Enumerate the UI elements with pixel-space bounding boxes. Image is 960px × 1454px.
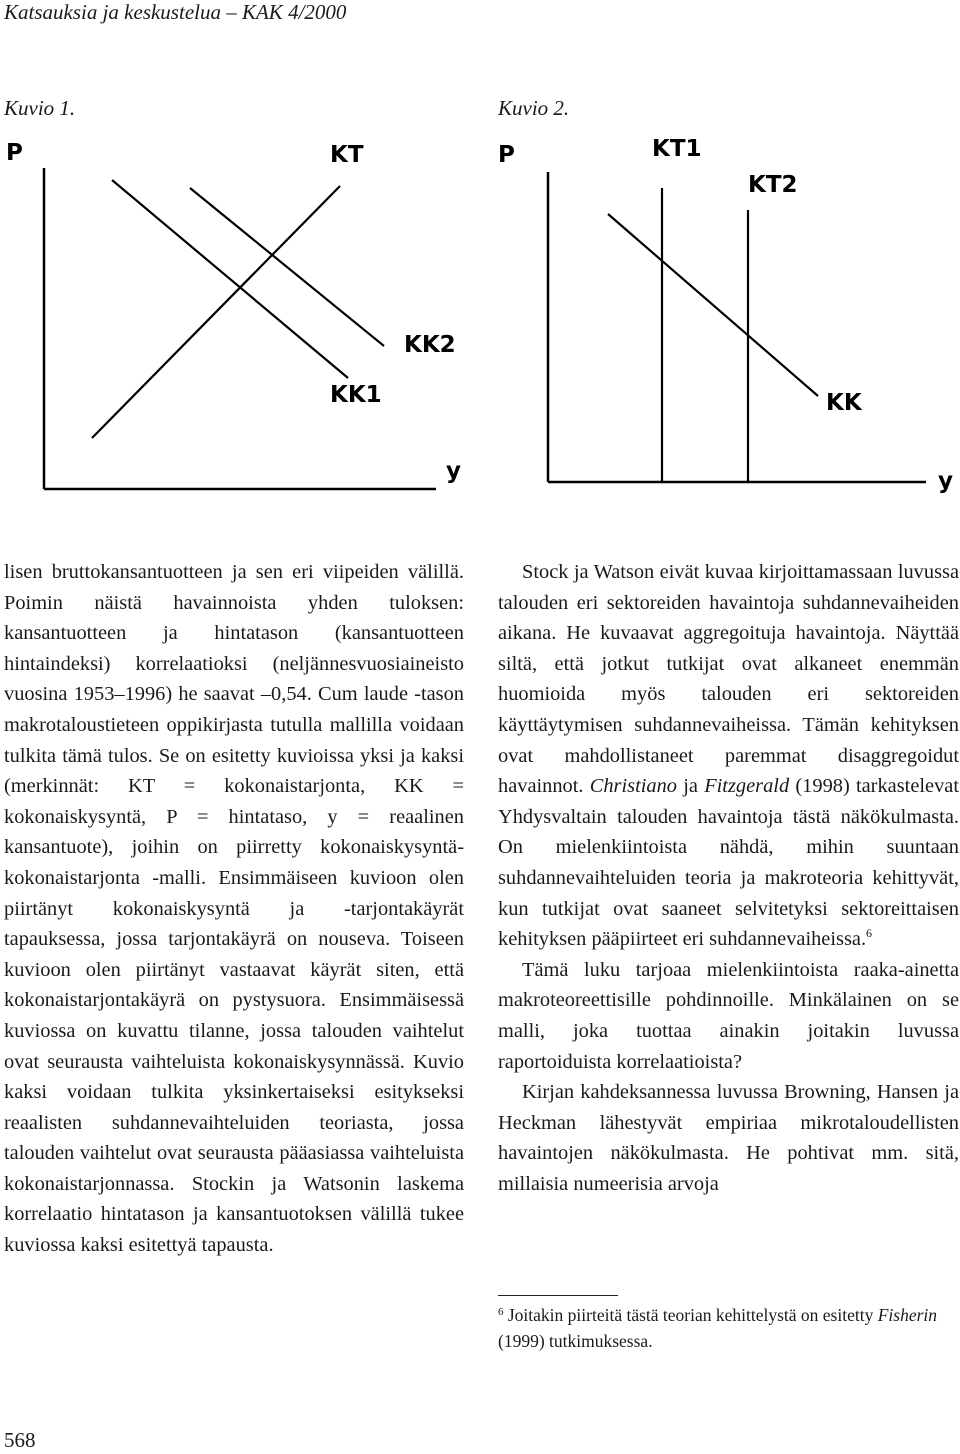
figure-1-p-label: P: [6, 140, 23, 166]
figure-2-p-label: P: [498, 142, 515, 168]
page-number: 568: [4, 1428, 36, 1452]
right-paragraph-2: Tämä luku tarjoaa mielenkiintoista raaka-ainetta makroteoreettisille pohdinnoille. Minkälainen on se malli, joka tuottaa ainakin joitakin luvussa raportoiduista korrelaatioista?: [498, 958, 959, 1073]
figure-1-kt-curve: [92, 186, 340, 438]
right-paragraph-1-rest: (1998) tarkastelevat Yhdysvaltain talouden havaintoja tästä näkökulmasta. On mielenkiintoista nähdä, mihin suuntaan suhdannevaihteluiden teoria ja makroteoria kehittyvät, kun tutkijat ovat saaneet selvitetyksi sektoreittaisen kehityksen pääpiirteet eri suhdannevaiheissa.: [498, 775, 960, 951]
figure-1-kk1-label: KK1: [330, 382, 382, 408]
figure-2-y-label: y: [938, 468, 953, 494]
right-paragraph-1-text: Stock ja Watson eivät kuvaa kirjoittamassaan luvussa talouden eri sektoreiden havaintoja suhdannevaiheiden aikana. He kuvaavat aggregoituja havaintoja. Näyttää siltä, että jotkut tutkijat ovat alkaneet enemmän huomioida myös talouden eri sektoreiden käyttäytymisen suhdannevaiheissa. Tämän kehityksen ovat mahdollistaneet paremmat disaggregoidut havainnot.: [498, 561, 959, 798]
right-paragraph-1: [498, 557, 959, 955]
figure-2-kk-curve: [608, 214, 818, 396]
footnote-6: [498, 1302, 959, 1354]
figure-1-kk2-label: KK2: [404, 332, 456, 358]
figure-1-kk2-curve: [190, 188, 384, 346]
footnote-number: 6: [498, 1306, 504, 1318]
right-column: [498, 557, 959, 1199]
footnote-ref-6[interactable]: 6: [866, 926, 873, 941]
figure-2-kt2-label: KT2: [748, 172, 798, 198]
author-join: ja: [683, 775, 698, 798]
footnote-author: Fisherin: [877, 1305, 938, 1325]
footnote-text-after: (1999) tutkimuksessa.: [498, 1331, 653, 1351]
left-paragraph-1: lisen bruttokansantuotteen ja sen eri viipeiden välillä. Poimin näistä havainnoista yhden tuloksen: kansantuotteen ja hintatason (kansantuotteen hintaindeksi) korrelaatioksi (neljännesvuosiaineisto vuosina 1953–1996) he saavat –0,54. Cum laude -tason makrotaloustieteen oppikirjasta tutulla mallilla voidaan tulkita tämä tulos. Se on esitetty kuvioissa yksi ja kaksi (merkinnät: KT = kokonaistarjonta, KK = kokonaiskysyntä, P = hintataso, y = reaalinen kansantuote), joihin on piirretty kokonaiskysyntä-kokonaistarjonta -malli. Ensimmäiseen kuvioon olen piirtänyt kokonaiskysyntä ja -tarjontakäyrät tapauksessa, jossa tarjontakäyrä on nouseva. Toiseen kuvioon olen piirtänyt vastaavat käyrät siten, että kokonaistarjontakäyrä on pystysuora. Ensimmäisessä kuviossa on kuvattu tilanne, jossa talouden vaihtelut ovat seurausta vaihteluista kokonaiskysynnässä. Kuvio kaksi voidaan tulkita yksinkertaiseksi esitykseksi reaalisten suhdannevaihteluiden teoriasta, jossa talouden vaihtelut ovat seurausta pääasiassa vaihteluista kokonaistarjonnassa. Stockin ja Watsonin laskema korrelaatio hintatason ja kansantuotoksen välillä tukee kuviossa kaksi esitettyä tapausta.: [4, 561, 464, 1257]
figure-2-caption: Kuvio 2.: [498, 96, 570, 120]
figure-1-kt-label: KT: [330, 142, 364, 168]
figure-1-axes: [44, 168, 436, 489]
footnote-text-before: Joitakin piirteitä tästä teorian kehittelystä on esitetty: [507, 1305, 874, 1325]
figure-1-kk1-curve: [112, 180, 348, 378]
left-column: [4, 557, 464, 1261]
figure-2-kt1-label: KT1: [652, 136, 702, 162]
running-header: Katsauksia ja keskustelua – KAK 4/2000: [4, 0, 347, 24]
figure-1-y-label: y: [446, 458, 461, 484]
right-paragraph-3: Kirjan kahdeksannessa luvussa Browning, Hansen ja Heckman lähestyvät empiriaa mikrotaloudellisten havaintojen näkökulmasta. He pohtivat mm. sitä, millaisia numeerisia arvoja: [498, 1081, 959, 1195]
figure-2-curves: [608, 188, 818, 482]
footnote-divider: [498, 1295, 618, 1296]
figure-1-caption: Kuvio 1.: [4, 96, 76, 120]
figures-canvas: [0, 0, 960, 540]
author-christiano: Christiano: [589, 775, 677, 798]
author-fitzgerald: Fitzgerald: [704, 775, 790, 798]
figure-2-kk-label: KK: [826, 390, 862, 416]
